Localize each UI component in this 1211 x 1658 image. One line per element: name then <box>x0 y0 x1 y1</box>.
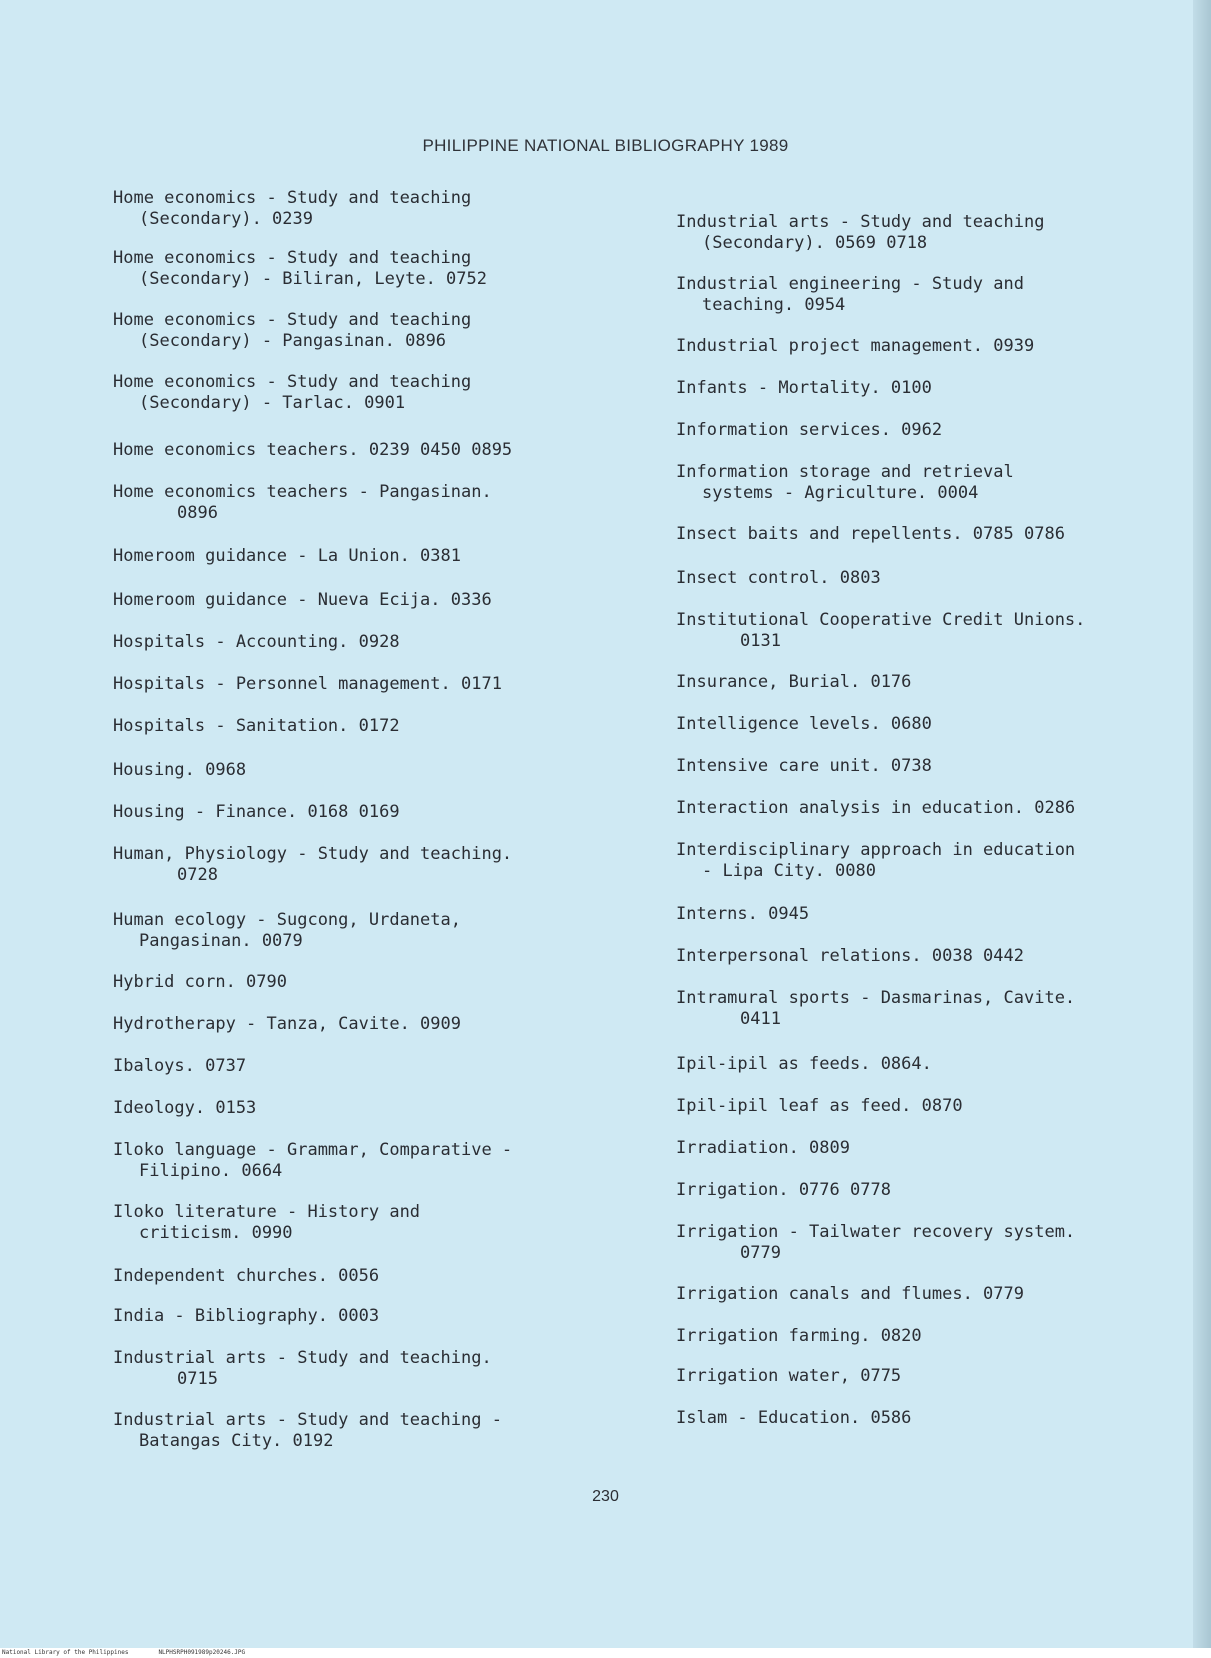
index-entry <box>113 1410 643 1452</box>
index-entry <box>676 714 1196 735</box>
index-entry <box>676 904 1196 925</box>
entry-heading: Housing. 0968 <box>113 760 247 780</box>
index-entry <box>113 632 643 653</box>
entry-heading: Ipil-ipil as feeds. 0864. <box>676 1054 932 1074</box>
entry-heading: Infants - Mortality. 0100 <box>676 378 932 398</box>
entry-heading: Homeroom guidance - La Union. 0381 <box>113 546 461 566</box>
entry-heading: Insect baits and repellents. 0785 0786 <box>676 524 1065 544</box>
entry-heading: Iloko language - Grammar, Comparative - <box>113 1140 513 1160</box>
footer-library: National Library of the Philippines <box>2 1649 129 1656</box>
index-entry <box>113 1202 643 1244</box>
entry-heading: Homeroom guidance - Nueva Ecija. 0336 <box>113 590 492 610</box>
entry-continuation: 0411 <box>740 1009 781 1029</box>
index-entry <box>676 840 1196 882</box>
entry-continuation: (Secondary). 0239 <box>139 209 313 229</box>
index-entry <box>676 672 1196 693</box>
entry-heading: Industrial arts - Study and teaching. <box>113 1348 492 1368</box>
entry-heading: Interdisciplinary approach in education <box>676 840 1076 860</box>
entry-continuation: (Secondary). 0569 0718 <box>702 233 928 253</box>
index-entry <box>113 844 643 886</box>
entry-heading: Hospitals - Accounting. 0928 <box>113 632 400 652</box>
index-entry <box>113 310 643 352</box>
index-entry <box>676 1180 1196 1201</box>
entry-heading: Home economics teachers - Pangasinan. <box>113 482 492 502</box>
entry-heading: Industrial arts - Study and teaching <box>676 212 1045 232</box>
entry-continuation: - Lipa City. 0080 <box>702 861 876 881</box>
index-entry <box>676 756 1196 777</box>
entry-heading: Industrial arts - Study and teaching - <box>113 1410 502 1430</box>
index-entry <box>113 972 643 993</box>
entry-continuation: teaching. 0954 <box>702 295 846 315</box>
entry-heading: Home economics - Study and teaching <box>113 310 472 330</box>
index-entry <box>676 212 1196 254</box>
index-entry <box>676 1326 1196 1347</box>
index-entry <box>113 188 643 230</box>
entry-continuation: Pangasinan. 0079 <box>139 931 303 951</box>
entry-heading: Human, Physiology - Study and teaching. <box>113 844 513 864</box>
index-entry <box>676 988 1196 1030</box>
entry-continuation: criticism. 0990 <box>139 1223 293 1243</box>
index-entry <box>113 802 643 823</box>
entry-continuation: systems - Agriculture. 0004 <box>702 483 979 503</box>
entry-heading: Irrigation. 0776 0778 <box>676 1180 891 1200</box>
entry-heading: Information storage and retrieval <box>676 462 1014 482</box>
index-entry <box>113 1348 643 1390</box>
entry-heading: Industrial project management. 0939 <box>676 336 1035 356</box>
entry-heading: Irradiation. 0809 <box>676 1138 850 1158</box>
entry-continuation: 0131 <box>740 631 781 651</box>
entry-heading: Human ecology - Sugcong, Urdaneta, <box>113 910 461 930</box>
index-entry <box>676 1408 1196 1429</box>
page-title: PHILIPPINE NATIONAL BIBLIOGRAPHY 1989 <box>422 136 789 155</box>
index-entry <box>676 378 1196 399</box>
scan-footer <box>0 1648 1211 1658</box>
index-entry <box>676 274 1196 316</box>
entry-continuation: Filipino. 0664 <box>139 1161 283 1181</box>
entry-heading: Ideology. 0153 <box>113 1098 257 1118</box>
entry-heading: Islam - Education. 0586 <box>676 1408 912 1428</box>
entry-heading: Interpersonal relations. 0038 0442 <box>676 946 1024 966</box>
entry-heading: Hydrotherapy - Tanza, Cavite. 0909 <box>113 1014 461 1034</box>
index-entry <box>113 372 643 414</box>
entry-heading: Home economics teachers. 0239 0450 0895 <box>113 440 513 460</box>
entry-heading: Institutional Cooperative Credit Unions. <box>676 610 1086 630</box>
entry-heading: Intensive care unit. 0738 <box>676 756 932 776</box>
entry-continuation: 0715 <box>177 1369 218 1389</box>
index-entry <box>113 1140 643 1182</box>
entry-heading: Hospitals - Personnel management. 0171 <box>113 674 502 694</box>
entry-heading: Home economics - Study and teaching <box>113 372 472 392</box>
index-entry <box>113 1266 643 1287</box>
index-entry <box>113 716 643 737</box>
entry-heading: Home economics - Study and teaching <box>113 188 472 208</box>
index-entry <box>113 1014 643 1035</box>
entry-heading: India - Bibliography. 0003 <box>113 1306 380 1326</box>
index-entry <box>676 946 1196 967</box>
entry-continuation: 0896 <box>177 503 218 523</box>
entry-heading: Intramural sports - Dasmarinas, Cavite. <box>676 988 1076 1008</box>
index-entry <box>113 590 643 611</box>
index-entry <box>676 568 1196 589</box>
entry-heading: Irrigation - Tailwater recovery system. <box>676 1222 1076 1242</box>
index-entry <box>676 1138 1196 1159</box>
entry-continuation: 0779 <box>740 1243 781 1263</box>
entry-heading: Irrigation farming. 0820 <box>676 1326 922 1346</box>
entry-heading: Insurance, Burial. 0176 <box>676 672 912 692</box>
footer-file: NLPHSRPH091989p20246.JPG <box>158 1649 246 1656</box>
index-entry <box>113 248 643 290</box>
entry-heading: Home economics - Study and teaching <box>113 248 472 268</box>
entry-continuation: (Secondary) - Tarlac. 0901 <box>139 393 406 413</box>
index-entry <box>676 1096 1196 1117</box>
index-entry <box>676 462 1196 504</box>
entry-heading: Information services. 0962 <box>676 420 943 440</box>
index-entry <box>113 1306 643 1327</box>
index-entry <box>676 610 1196 652</box>
entry-continuation: Batangas City. 0192 <box>139 1431 334 1451</box>
index-entry <box>676 1366 1196 1387</box>
index-entry <box>113 910 643 952</box>
index-entry <box>113 760 643 781</box>
entry-heading: Iloko literature - History and <box>113 1202 421 1222</box>
index-entry <box>113 1098 643 1119</box>
index-entry <box>676 798 1196 819</box>
index-entry <box>113 674 643 695</box>
entry-heading: Irrigation water, 0775 <box>676 1366 902 1386</box>
entry-continuation: (Secondary) - Pangasinan. 0896 <box>139 331 447 351</box>
entry-heading: Interaction analysis in education. 0286 <box>676 798 1076 818</box>
index-entry <box>676 1222 1196 1264</box>
index-entry <box>676 1054 1196 1075</box>
entry-heading: Irrigation canals and flumes. 0779 <box>676 1284 1024 1304</box>
index-entry <box>113 482 643 524</box>
entry-heading: Hybrid corn. 0790 <box>113 972 287 992</box>
entry-heading: Insect control. 0803 <box>676 568 881 588</box>
entry-continuation: (Secondary) - Biliran, Leyte. 0752 <box>139 269 487 289</box>
entry-heading: Intelligence levels. 0680 <box>676 714 932 734</box>
entry-heading: Hospitals - Sanitation. 0172 <box>113 716 400 736</box>
index-entry <box>676 1284 1196 1305</box>
entry-continuation: 0728 <box>177 865 218 885</box>
entry-heading: Ipil-ipil leaf as feed. 0870 <box>676 1096 963 1116</box>
index-entry <box>113 1056 643 1077</box>
entry-heading: Industrial engineering - Study and <box>676 274 1024 294</box>
index-entry <box>676 420 1196 441</box>
index-entry <box>113 440 643 461</box>
index-entry <box>113 546 643 567</box>
entry-heading: Ibaloys. 0737 <box>113 1056 247 1076</box>
page-number: 230 <box>592 1488 619 1505</box>
index-entry <box>676 524 1196 545</box>
index-entry <box>676 336 1196 357</box>
entry-heading: Independent churches. 0056 <box>113 1266 380 1286</box>
entry-heading: Housing - Finance. 0168 0169 <box>113 802 400 822</box>
entry-heading: Interns. 0945 <box>676 904 810 924</box>
